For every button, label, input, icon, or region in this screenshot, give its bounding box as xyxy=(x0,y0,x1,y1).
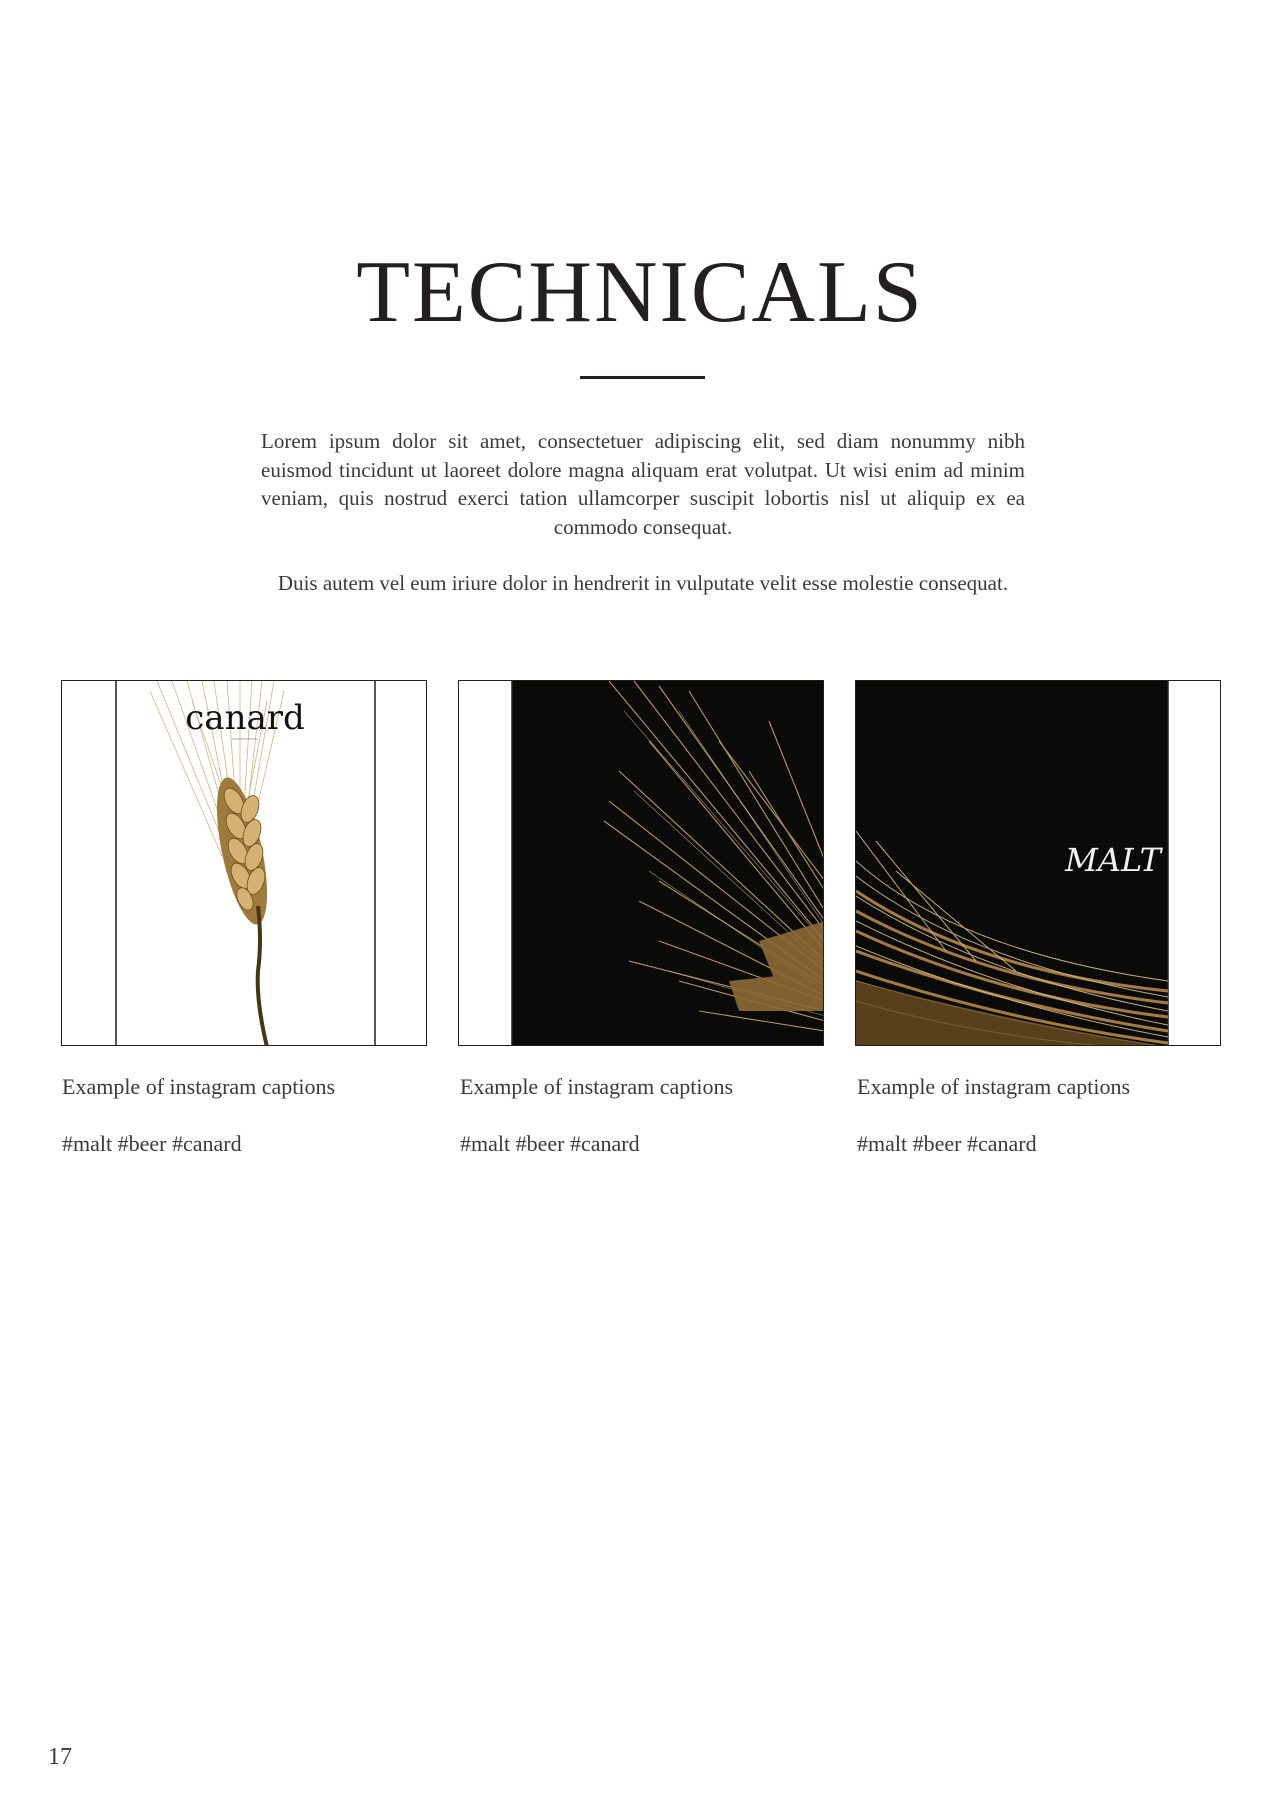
page-title: TECHNICALS xyxy=(356,244,924,341)
caption-hashtags: #malt #beer #canard xyxy=(460,1131,640,1156)
page-number: 17 xyxy=(48,1744,72,1770)
post-caption-1 xyxy=(62,1072,428,1159)
instagram-post-3 xyxy=(855,680,1221,1046)
instagram-post-1 xyxy=(61,680,427,1046)
caption-text: Example of instagram captions xyxy=(857,1074,1131,1099)
caption-text: Example of instagram captions xyxy=(62,1074,336,1099)
barley-bundle-image xyxy=(856,681,1221,1046)
intro-text xyxy=(261,427,1025,626)
instagram-post-2 xyxy=(458,680,824,1046)
intro-paragraph-1: Lorem ipsum dolor sit amet, consectetuer adipiscing elit, sed diam nonummy nibh euismod tincidunt ut laoreet dolore magna aliquam erat volutpat. Ut wisi enim ad minim veniam, quis nostrud exerci tation ullamcorper suscipit lobortis nisl ut aliquip ex ea commodo consequat. xyxy=(261,429,1025,539)
malt-overlay-text: MALT xyxy=(1065,841,1161,879)
caption-hashtags: #malt #beer #canard xyxy=(62,1131,242,1156)
barley-ear-image xyxy=(62,681,427,1046)
caption-text: Example of instagram captions xyxy=(460,1074,734,1099)
intro-paragraph-2: Duis autem vel eum iriure dolor in hendrerit in vulputate velit esse molestie consequat. xyxy=(277,571,1009,595)
post-caption-2 xyxy=(460,1072,826,1159)
post-caption-3 xyxy=(857,1072,1223,1159)
caption-hashtags: #malt #beer #canard xyxy=(857,1131,1037,1156)
title-divider xyxy=(580,376,705,379)
canard-logo: canard xyxy=(185,698,305,738)
barley-awns-image xyxy=(459,681,824,1046)
